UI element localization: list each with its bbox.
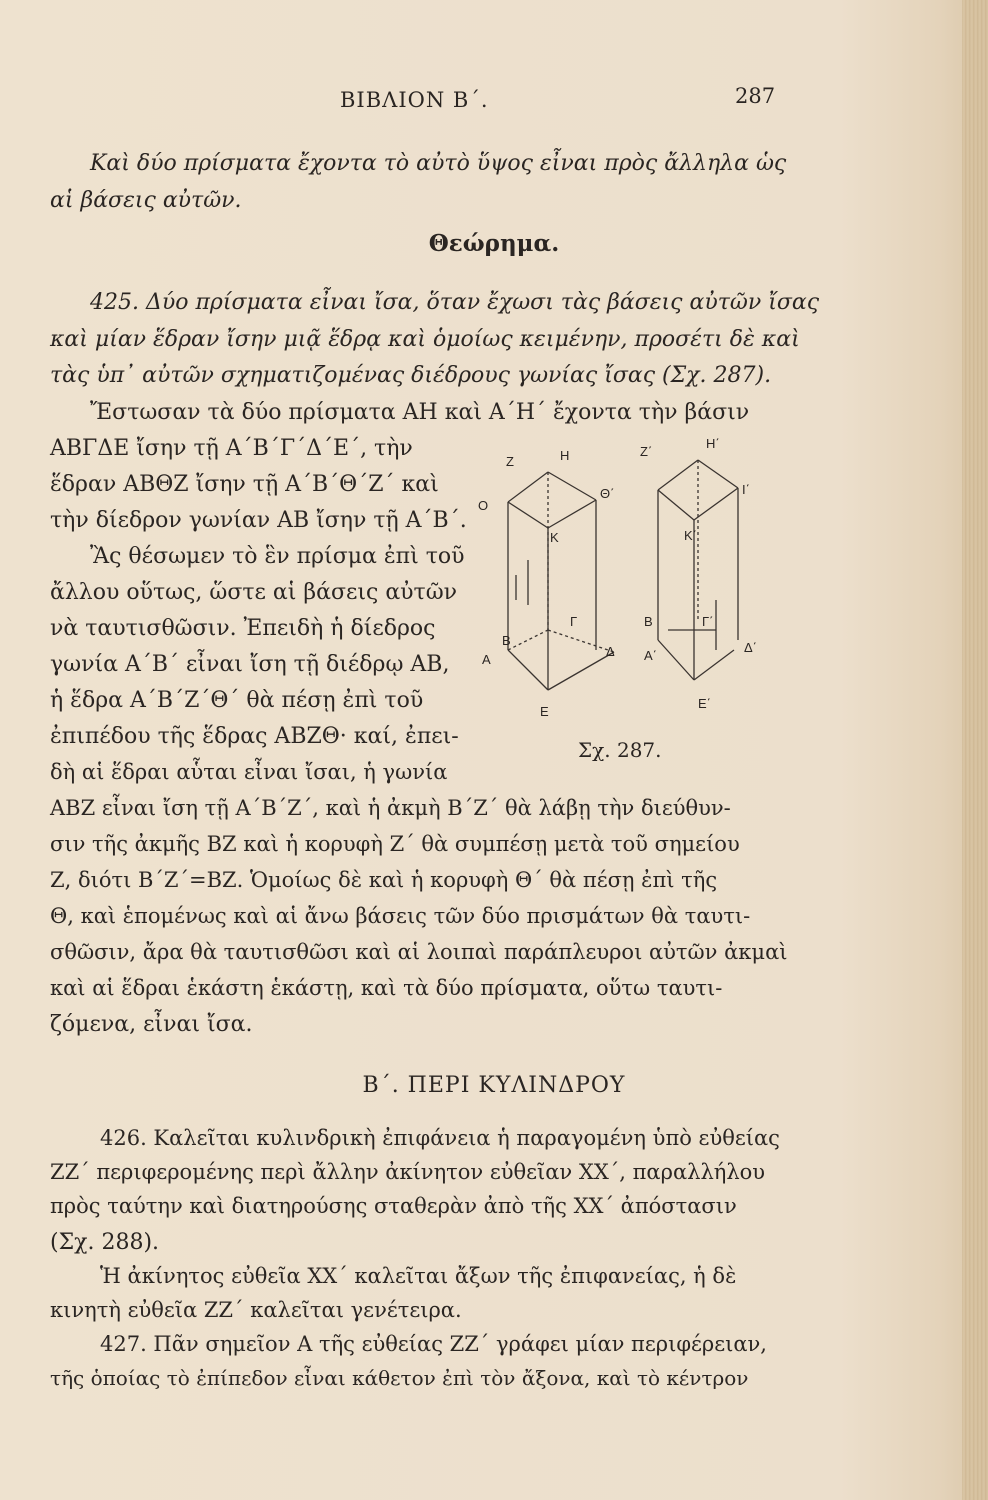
p426-line: κινητὴ εὐθεῖα ΖΖ΄ καλεῖται γενέτειρα.: [50, 1298, 462, 1322]
fig-label-Ip: I΄: [742, 482, 750, 497]
book-title: ΒΙΒΛΙΟΝ Β΄.: [340, 88, 489, 112]
fig-label-Z: Z: [506, 454, 514, 469]
p425-line: νὰ ταυτισθῶσιν. Ἐπειδὴ ἡ δίεδρος: [50, 616, 436, 641]
p425-line: σιν τῆς ἀκμῆς ΒΖ καὶ ἡ κορυφὴ Ζ΄ θὰ συμπέσῃ μετὰ τοῦ σημείου: [50, 832, 740, 856]
fig-edge: [658, 640, 694, 680]
fig-label-H: Η: [560, 448, 570, 463]
p425-line: Ζ, διότι Β΄Ζ΄=ΒΖ. Ὁμοίως δὲ καὶ ἡ κορυφὴ Θ΄ θὰ πέσῃ ἐπὶ τῆς: [50, 868, 718, 892]
p426-line: Ἡ ἀκίνητος εὐθεῖα ΧΧ΄ καλεῖται ἄξων τῆς ἐπιφανείας, ἡ δὲ: [100, 1264, 737, 1288]
fig-label-A: A: [482, 652, 491, 667]
fig-label-Bp: B: [644, 614, 653, 629]
p425-line: Ἂς θέσωμεν τὸ ἓν πρίσμα ἐπὶ τοῦ: [90, 544, 465, 569]
p425-line: Θ, καὶ ἑπομένως καὶ αἱ ἄνω βάσεις τῶν δύο πρισμάτων θὰ ταυτι-: [50, 904, 751, 928]
fig-label-Gp: Γ΄: [702, 614, 714, 629]
fig-edge: [698, 460, 738, 488]
fig-edge: [694, 488, 738, 520]
fig-label-Theta: Θ΄: [600, 486, 615, 501]
p425-line: καὶ μίαν ἕδραν ἴσην μιᾷ ἕδρᾳ καὶ ὁμοίως κειμένην, προσέτι δὲ καὶ: [50, 327, 800, 352]
p425-line: ἡ ἕδρα Α΄Β΄Ζ΄Θ΄ θὰ πέσῃ ἐπὶ τοῦ: [50, 688, 424, 713]
p425-line: γωνία Α΄Β΄ εἶναι ἴση τῇ διέδρῳ ΑΒ,: [50, 652, 450, 677]
fig-label-K: K: [550, 530, 559, 545]
fig-label-B: B: [502, 633, 511, 648]
fig-label-D: Δ: [606, 644, 615, 659]
page-edge: [962, 0, 988, 1500]
fig-edge: [658, 490, 694, 520]
running-header: [0, 84, 988, 118]
p425-line: τὴν δίεδρον γωνίαν ΑΒ ἴσην τῇ Α΄Β΄.: [50, 508, 467, 533]
p425-line: ΑΒΓΔΕ ἴσην τῇ Α΄Β΄Γ΄Δ΄Ε΄, τὴν: [50, 436, 413, 461]
p425-line: 425. Δύο πρίσματα εἶναι ἴσα, ὅταν ἔχωσι τὰς βάσεις αὐτῶν ἴσας: [90, 290, 820, 315]
fig-label-Zp: Z΄: [640, 444, 653, 459]
fig-edge: [508, 502, 548, 528]
p427-line: 427. Πᾶν σημεῖον Α τῆς εὐθείας ΖΖ΄ γράφει μίαν περιφέρειαν,: [100, 1332, 767, 1356]
prism-figure: [476, 430, 792, 720]
intro-line: Καὶ δύο πρίσματα ἔχοντα τὸ αὐτὸ ὕψος εἶναι πρὸς ἄλληλα ὡς: [90, 151, 787, 176]
fig-edge: [694, 650, 734, 680]
p426-line: (Σχ. 288).: [50, 1230, 160, 1255]
fig-label-Hp: Η΄: [706, 436, 720, 451]
fig-label-Ep: E΄: [698, 696, 711, 711]
page-number: 287: [735, 84, 776, 108]
fig-edge: [548, 500, 596, 528]
p425-line: ἄλλου οὕτως, ὥστε αἱ βάσεις αὐτῶν: [50, 580, 458, 605]
p427-line: τῆς ὁποίας τὸ ἐπίπεδον εἶναι κάθετον ἐπὶ τὸν ἄξονα, καὶ τὸ κέντρον: [50, 1366, 749, 1390]
p425-line: ἕδραν ΑΒΘΖ ἴσην τῇ Α΄Β΄Θ΄Ζ΄ καὶ: [50, 472, 439, 497]
p425-line: καὶ αἱ ἕδραι ἑκάστη ἑκάστῃ, καὶ τὰ δύο πρίσματα, οὕτω ταυτι-: [50, 976, 723, 1000]
fig-label-Kp: K΄: [684, 528, 697, 543]
p426-line: 426. Καλεῖται κυλινδρικὴ ἐπιφάνεια ἡ παραγομένη ὑπὸ εὐθείας: [100, 1126, 780, 1150]
fig-edge: [548, 472, 596, 500]
fig-label-Dp: Δ΄: [744, 640, 758, 655]
p425-line: δὴ αἱ ἕδραι αὗται εἶναι ἴσαι, ἡ γωνία: [50, 760, 448, 784]
figure-caption: Σχ. 287.: [578, 738, 662, 762]
theorem-heading: Θεώρημα.: [428, 230, 560, 257]
fig-edge: [508, 630, 548, 650]
p425-line: τὰς ὑπ᾽ αὐτῶν σχηματιζομένας διέδρους γωνίας ἴσας (Σχ. 287).: [50, 363, 772, 388]
p426-line: πρὸς ταύτην καὶ διατηρούσης σταθερὰν ἀπὸ τῆς ΧΧ΄ ἀπόστασιν: [50, 1194, 737, 1218]
fig-edge: [548, 630, 614, 652]
p425-line: ζόμενα, εἶναι ἴσα.: [50, 1012, 253, 1037]
p425-line: σθῶσιν, ἄρα θὰ ταυτισθῶσι καὶ αἱ λοιπαὶ παράπλευροι αὐτῶν ἀκμαὶ: [50, 940, 788, 964]
p425-line: ἐπιπέδου τῆς ἕδρας ΑΒΖΘ· καί, ἐπει-: [50, 724, 459, 749]
fig-label-O: O: [478, 498, 489, 513]
intro-line: αἱ βάσεις αὐτῶν.: [50, 188, 242, 213]
fig-edge: [658, 460, 698, 490]
fig-label-G: Γ: [570, 614, 578, 629]
section-heading: Β΄. ΠΕΡΙ ΚΥΛΙΝΔΡΟΥ: [362, 1073, 626, 1098]
p425-line: Ἔστωσαν τὰ δύο πρίσματα ΑΗ καὶ Α΄Η΄ ἔχοντα τὴν βάσιν: [90, 400, 750, 425]
fig-edge: [508, 650, 548, 690]
p426-line: ΖΖ΄ περιφερομένης περὶ ἄλλην ἀκίνητον εὐθεῖαν ΧΧ΄, παραλλήλου: [50, 1160, 766, 1184]
fig-label-Ap: A΄: [644, 648, 657, 663]
fig-edge: [548, 652, 614, 690]
p425-line: ΑΒΖ εἶναι ἴση τῇ Α΄Β΄Ζ΄, καὶ ἡ ἀκμὴ Β΄Ζ΄ θὰ λάβῃ τὴν διεύθυν-: [50, 796, 731, 820]
fig-label-E: E: [540, 704, 549, 719]
fig-edge: [508, 472, 548, 502]
